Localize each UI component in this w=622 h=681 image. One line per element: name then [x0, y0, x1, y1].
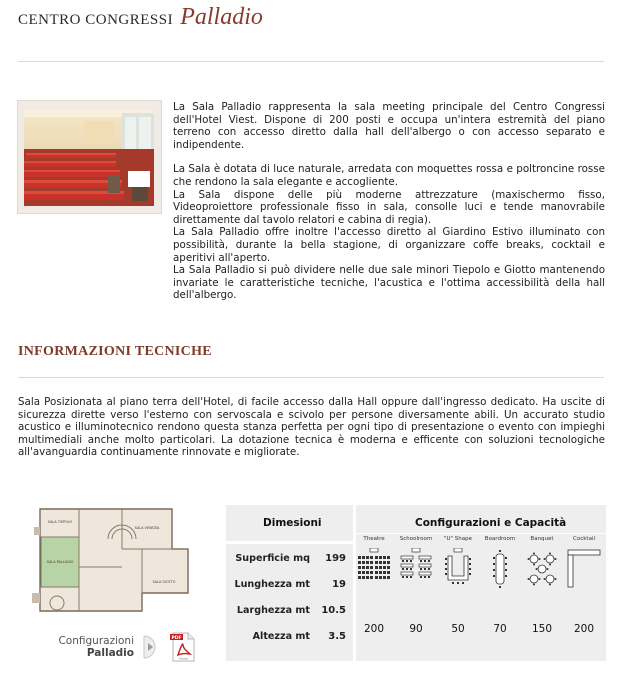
- description-paragraph: La Sala dispone delle più moderne attrezzature (maxischermo fisso, Videoproiettore professionale fisso in sala, consolle luci e tende manovrabile direttamente dal tavolo relatori e cabina di regia).: [173, 188, 605, 226]
- floor-plan-label: SALA GIOTTO: [152, 580, 176, 584]
- dimension-value: 3.5: [328, 631, 346, 642]
- section-title-technical: INFORMAZIONI TECNICHE: [18, 344, 212, 359]
- theatre-layout-icon: [356, 548, 392, 588]
- configurations-link-line2: Palladio: [86, 647, 134, 659]
- capacity-column-schoolroom: [396, 536, 436, 661]
- description-paragraph: La Sala Palladio rappresenta la sala meeting principale del Centro Congressi dell'Hotel Viest. Dispone di 200 posti e occupa un'intera estremità del piano terreno con accesso diretto dalla hall dell'albergo o con accesso separato e indipendente.: [173, 101, 605, 151]
- dimension-label: Larghezza mt: [236, 605, 310, 616]
- dimensions-header: Dimesioni: [263, 517, 322, 529]
- section-divider: [18, 377, 604, 378]
- dimension-label: Lunghezza mt: [234, 579, 310, 590]
- schoolroom-layout-icon: [398, 548, 434, 588]
- banquet-layout-icon: [524, 548, 560, 588]
- capacity-column-banquet: [522, 536, 562, 661]
- capacity-value: 200: [573, 623, 595, 635]
- description-paragraph: La Sala Palladio si può dividere nelle due sale minori Tiepolo e Giotto mantenendo invariate le caratteristiche tecniche, l'acustica e l'ottima accessibilità della hall dell'albergo.: [173, 264, 605, 302]
- layout-name: Theatre: [363, 536, 385, 542]
- dimension-value: 10.5: [321, 605, 346, 616]
- capacity-table: [226, 505, 606, 661]
- layout-name: Banquet: [530, 536, 554, 542]
- title-name: Palladio: [180, 4, 263, 30]
- arrow-right-icon[interactable]: [142, 634, 162, 660]
- page-title: [18, 4, 263, 31]
- layout-name: Boardroom: [484, 536, 516, 542]
- capacity-column-theatre: [354, 536, 394, 661]
- capacity-value: 70: [493, 623, 507, 635]
- floor-plan-label: SALA VENEZIA: [134, 526, 160, 530]
- table-divider: [226, 541, 353, 544]
- layout-name: Schoolroom: [399, 536, 433, 542]
- u-shape-layout-icon: [440, 548, 476, 588]
- configurations-download-link[interactable]: [58, 632, 208, 664]
- capacity-column-u-shape: [438, 536, 478, 661]
- boardroom-layout-icon: [482, 548, 518, 588]
- cocktail-layout-icon: [566, 548, 602, 588]
- pdf-icon[interactable]: [170, 632, 196, 662]
- description-paragraph: La Sala Palladio offre inoltre l'accesso diretto al Giardino Estivo illuminato con possibilità, durante la bella stagione, di organizzare coffe breaks, cocktail e aperitivi all'aperto.: [173, 226, 605, 264]
- capacity-value: 90: [409, 623, 423, 635]
- capacity-column-cocktail: [564, 536, 604, 661]
- dimension-label: Superficie mq: [235, 553, 310, 564]
- room-description: [173, 101, 605, 302]
- description-paragraph: La Sala è dotata di luce naturale, arredata con moquettes rossa e poltroncine rosse che rendono la sala elegante e accogliente.: [173, 163, 605, 188]
- room-photo-frame: [17, 100, 162, 214]
- floor-plan-label: SALA TIEPOLO: [47, 520, 73, 524]
- layout-name: "U" Shape: [443, 536, 473, 542]
- capacity-value: 200: [363, 623, 385, 635]
- dimension-label: Altezza mt: [252, 631, 310, 642]
- dimension-value: 199: [325, 553, 346, 564]
- capacity-value: 50: [451, 623, 465, 635]
- technical-info-text: Sala Posizionata al piano terra dell'Hotel, di facile accesso dalla Hall oppure dall'ingresso dedicato. Ha uscite di sicurezza dirette verso l'esterno con servoscala e scivolo per persone diversamente abili. Un accurato studio acustico e illuminotecnico rendono questa stanza perfetta per ogni tipo di presentazione o evento con impieghi multimediali anche molto particolari. La dotazione tecnica è moderna e efficente con soluzioni tecnologiche all'avanguardia continuamente rinnovate e migliorate.: [18, 396, 605, 459]
- svg-text:PDF: PDF: [171, 636, 182, 641]
- table-divider: [356, 533, 606, 534]
- pdf-icon-label: Adobe: [178, 656, 189, 661]
- capacity-value: 150: [531, 623, 553, 635]
- configurations-link-text[interactable]: [58, 635, 134, 659]
- layout-name: Cocktail: [573, 536, 595, 542]
- configurations-link-line1: Configurazioni: [58, 635, 134, 647]
- floor-plan: [22, 497, 210, 619]
- capacity-column-boardroom: [480, 536, 520, 661]
- floor-plan-drawing: [22, 497, 210, 619]
- room-photo: [24, 109, 154, 206]
- floor-plan-label: SALA PALLADIO: [46, 560, 74, 564]
- header-divider: [18, 61, 604, 62]
- dimension-value: 19: [332, 579, 346, 590]
- capacity-header: Configurazioni e Capacità: [415, 517, 567, 529]
- title-prefix: CENTRO CONGRESSI: [18, 12, 174, 28]
